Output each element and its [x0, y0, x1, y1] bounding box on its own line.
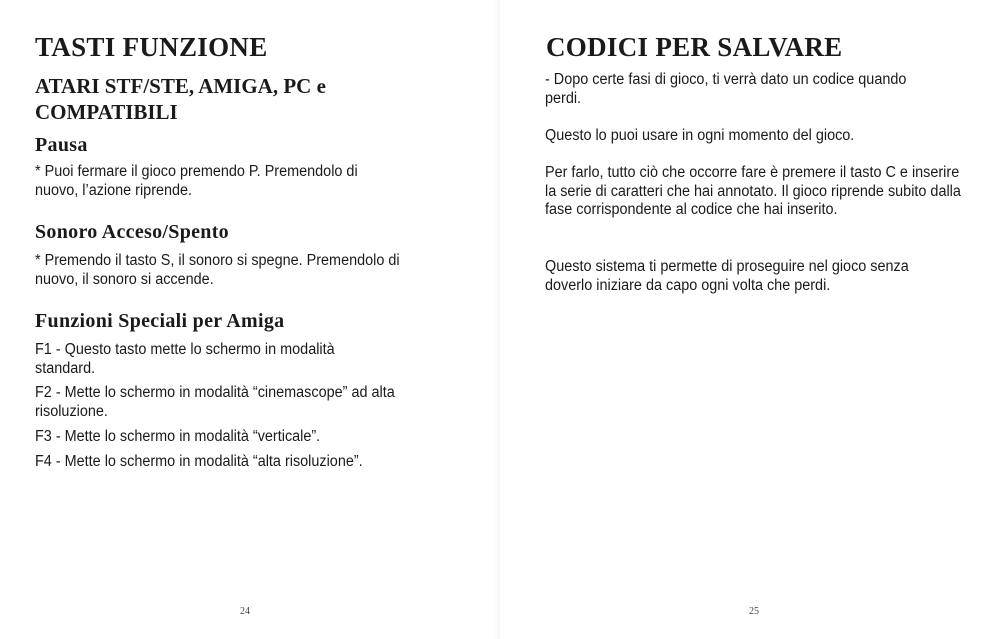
left-page-title: TASTI FUNZIONE — [35, 32, 268, 62]
sound-heading: Sonoro Acceso/Spento — [35, 221, 229, 243]
pause-text: * Puoi fermare il gioco premendo P. Premendolo di nuovo, l’azione riprende. — [35, 163, 358, 199]
save-code-paragraph-3: Per farlo, tutto ciò che occorre fare è premere il tasto C e inserire la serie di caratteri che hai annotato. Il gioco riprende subito dalla fase corrispondente al codice che hai inserito. — [545, 164, 961, 218]
right-page — [500, 0, 1000, 639]
amiga-item-f2: F2 - Mette lo schermo in modalità “cinemascope” ad alta risoluzione. — [35, 384, 395, 420]
right-page-title: CODICI PER SALVARE — [546, 32, 843, 62]
save-code-paragraph-4: Questo sistema ti permette di proseguire nel gioco senza doverlo iniziare da capo ogni volta che perdi. — [545, 258, 909, 294]
sound-text: * Premendo il tasto S, il sonoro si spegne. Premendolo di nuovo, il sonoro si accende. — [35, 252, 400, 288]
save-code-paragraph-1: - Dopo certe fasi di gioco, ti verrà dato un codice quando perdi. — [545, 71, 907, 107]
page-number-right: 25 — [749, 606, 759, 617]
pause-heading: Pausa — [35, 134, 88, 156]
amiga-heading: Funzioni Speciali per Amiga — [35, 310, 285, 332]
amiga-item-f4: F4 - Mette lo schermo in modalità “alta risoluzione”. — [35, 453, 363, 470]
page-number-left: 24 — [240, 606, 250, 617]
platform-subtitle: ATARI STF/STE, AMIGA, PC e COMPATIBILI — [35, 74, 326, 124]
save-code-paragraph-2: Questo lo puoi usare in ogni momento del gioco. — [545, 127, 855, 144]
amiga-item-f1: F1 - Questo tasto mette lo schermo in modalità standard. — [35, 341, 335, 377]
amiga-item-f3: F3 - Mette lo schermo in modalità “verticale”. — [35, 428, 321, 445]
